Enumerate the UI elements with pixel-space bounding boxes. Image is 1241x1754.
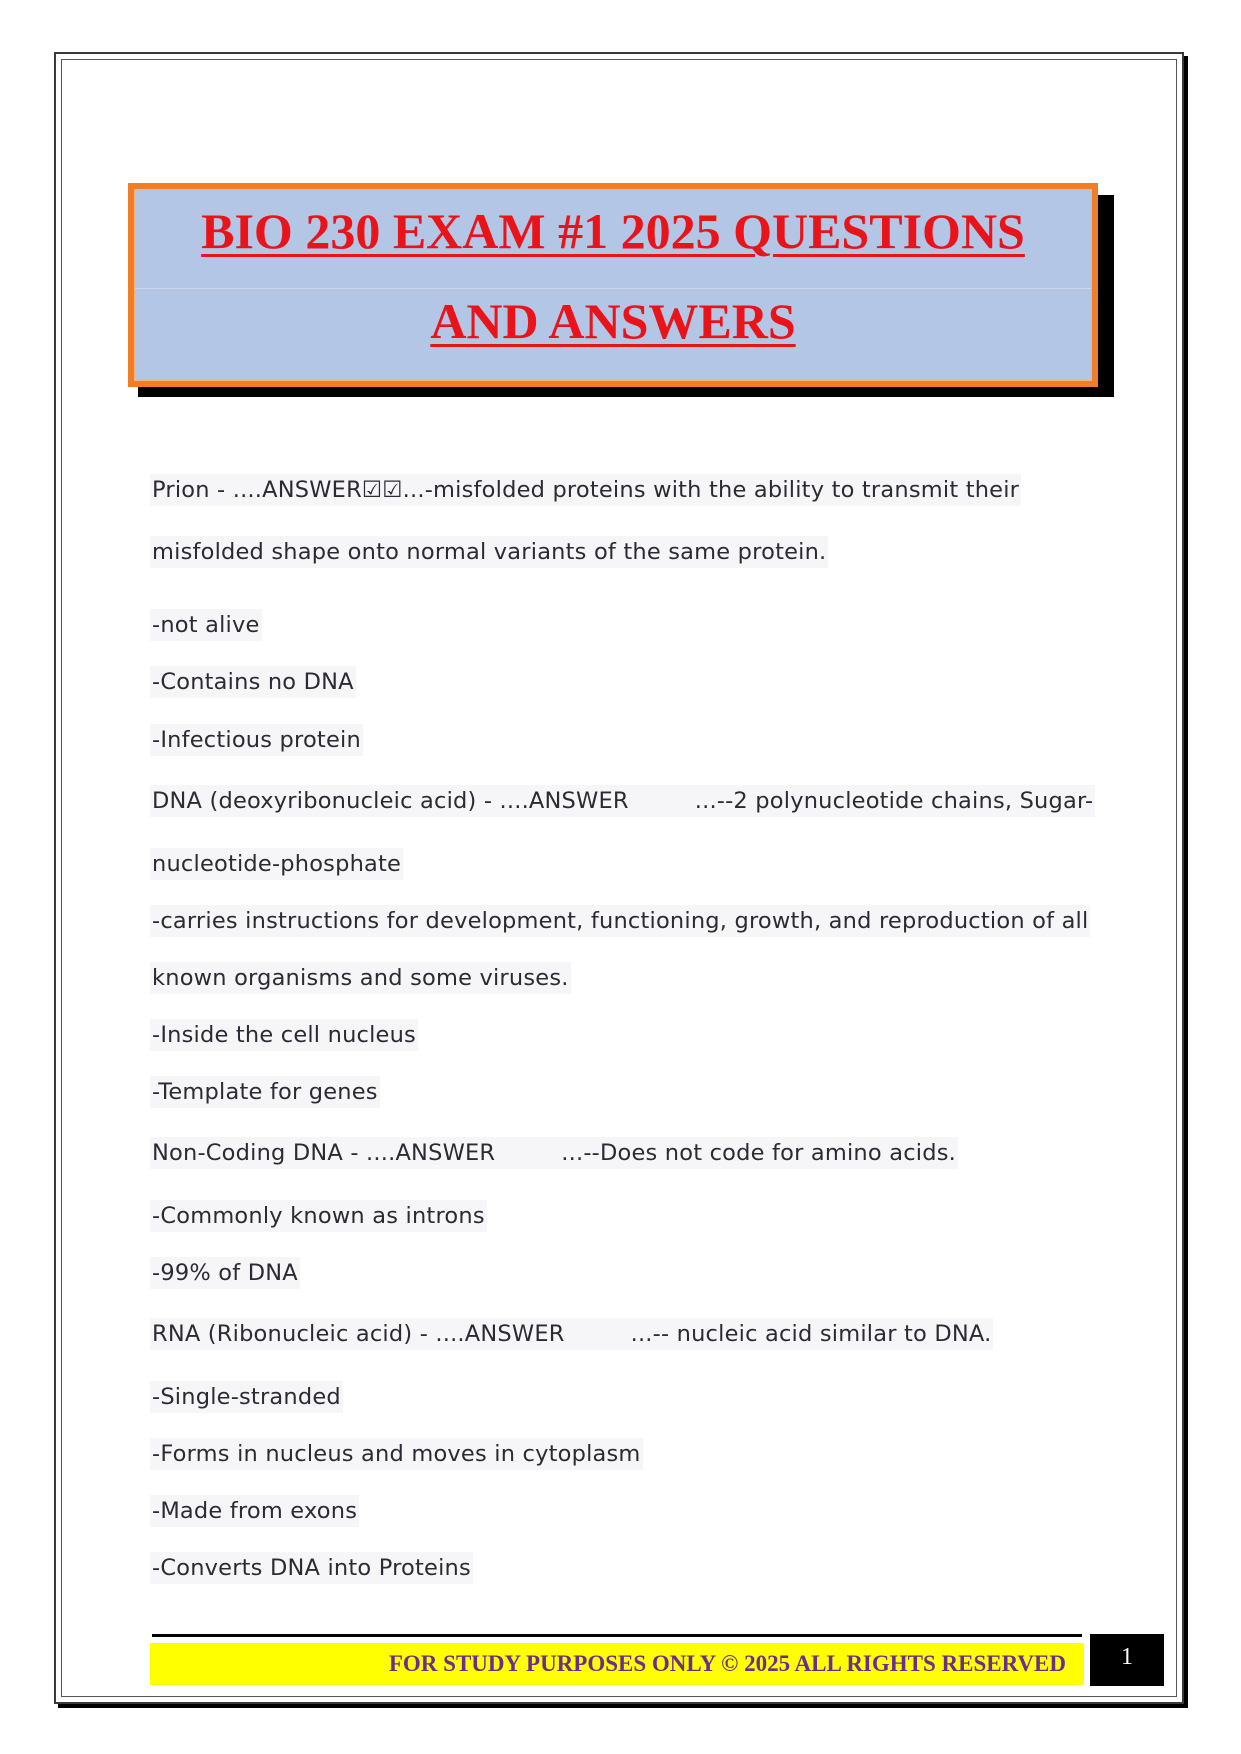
dna-term: DNA (deoxyribonucleic acid) - ....ANSWER — [152, 788, 629, 814]
noncoding-line-1 — [150, 1137, 958, 1169]
rna-line-1 — [150, 1318, 993, 1350]
noncoding-term: Non-Coding DNA - ....ANSWER — [152, 1140, 496, 1166]
dna-answer: ...--2 polynucleotide chains, Sugar- — [694, 788, 1094, 814]
dna-point-instructions: -carries instructions for development, functioning, growth, and reproduction of all — [150, 905, 1090, 937]
page-number: 1 — [1090, 1634, 1164, 1686]
rna-point-converts: -Converts DNA into Proteins — [150, 1552, 473, 1584]
rna-term: RNA (Ribonucleic acid) - ....ANSWER — [152, 1321, 565, 1347]
rna-answer: ...-- nucleic acid similar to DNA. — [630, 1321, 992, 1347]
prion-line-2: misfolded shape onto normal variants of the same protein. — [150, 536, 828, 568]
prion-point-no-dna: -Contains no DNA — [150, 666, 356, 698]
title-divider — [135, 288, 1091, 289]
rna-point-single-stranded: -Single-stranded — [150, 1381, 343, 1413]
title-inner — [134, 189, 1092, 381]
prion-point-infectious: -Infectious protein — [150, 724, 363, 756]
noncoding-point-percent: -99% of DNA — [150, 1257, 300, 1289]
title-line-1: BIO 230 EXAM #1 2025 QUESTIONS — [201, 203, 1025, 259]
title-line-2: AND ANSWERS — [430, 293, 796, 349]
dna-point-template: -Template for genes — [150, 1076, 380, 1108]
prion-point-not-alive: -not alive — [150, 609, 262, 641]
dna-line-2: nucleotide-phosphate — [150, 848, 403, 880]
rna-point-forms: -Forms in nucleus and moves in cytoplasm — [150, 1438, 643, 1470]
noncoding-answer: ...--Does not code for amino acids. — [561, 1140, 956, 1166]
dna-point-nucleus: -Inside the cell nucleus — [150, 1019, 418, 1051]
title-box — [128, 183, 1098, 387]
footer-bar — [150, 1643, 1084, 1685]
noncoding-point-introns: -Commonly known as introns — [150, 1200, 487, 1232]
footer-text: FOR STUDY PURPOSES ONLY © 2025 ALL RIGHTS RESERVED — [388, 1651, 1066, 1676]
dna-point-instructions-cont: known organisms and some viruses. — [150, 962, 571, 994]
rna-point-exons: -Made from exons — [150, 1495, 359, 1527]
dna-line-1 — [150, 785, 1095, 817]
footer-rule — [152, 1634, 1082, 1637]
prion-line-1: Prion - ....ANSWER☑☑...-misfolded proteins with the ability to transmit their — [150, 474, 1021, 506]
